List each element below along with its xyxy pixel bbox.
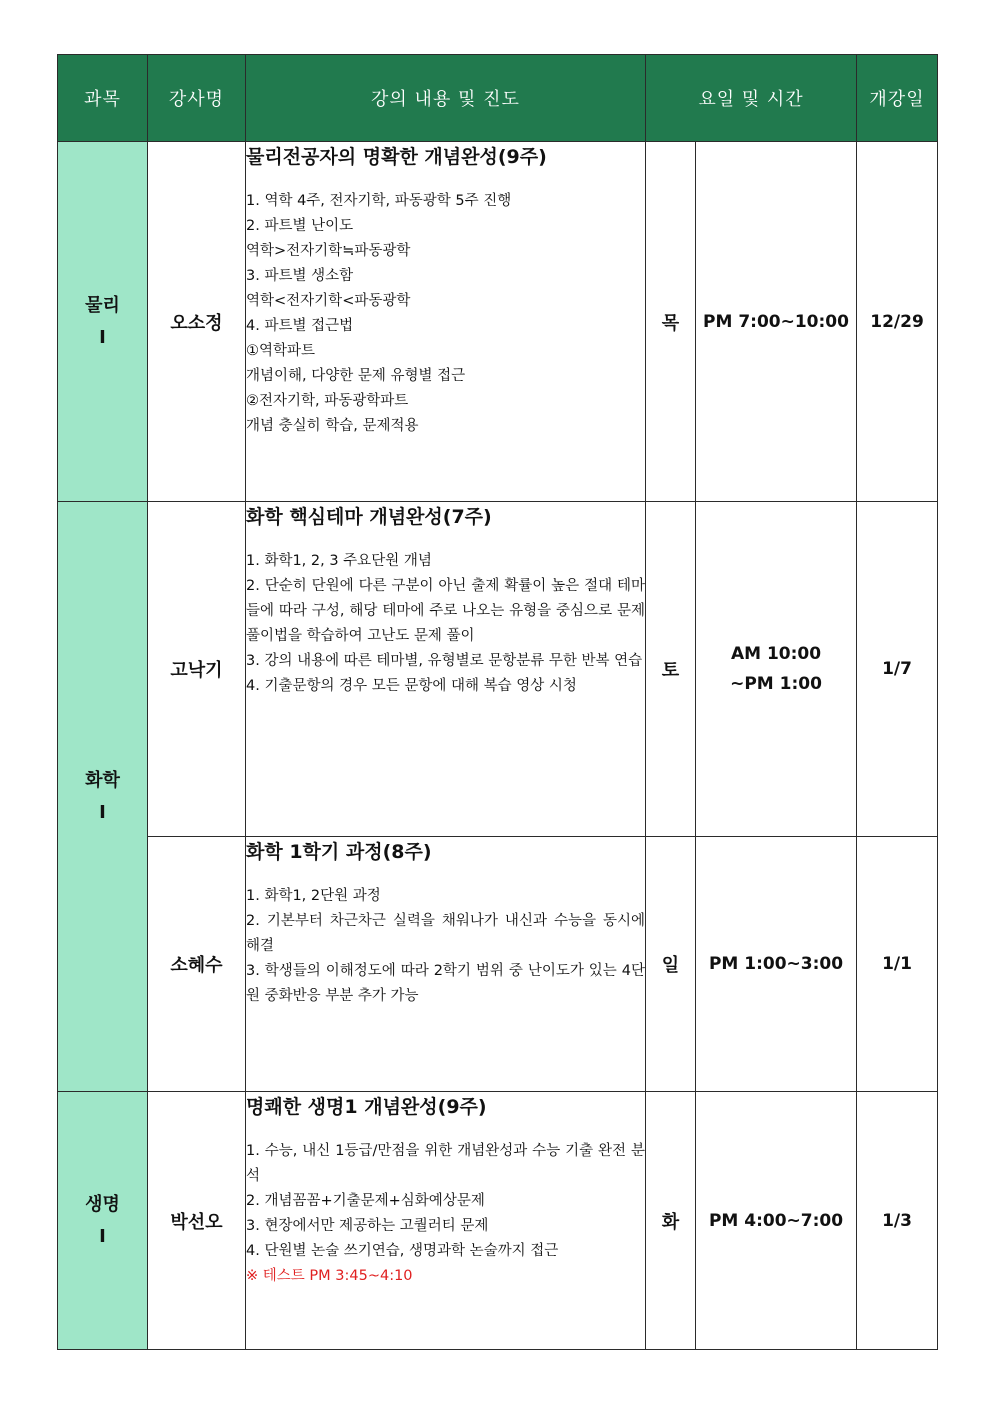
content-line: 역학<전자기학<파동광학: [246, 293, 411, 309]
content-line: ②전자기학, 파동광학파트: [246, 393, 409, 409]
content-line: 4. 기출문항의 경우 모든 문항에 대해 복습 영상 시청: [246, 678, 577, 694]
lecture-schedule-table: [57, 54, 938, 1350]
time-range: [696, 502, 857, 837]
content-line: 역학>전자기학≒파동광학: [246, 243, 411, 259]
day-of-week: 토: [646, 502, 696, 837]
header-subject: 과목: [58, 55, 148, 142]
content-line: 3. 현장에서만 제공하는 고퀄러티 문제: [246, 1218, 489, 1234]
course-content: [246, 142, 646, 502]
subject-cell: [58, 502, 148, 1092]
subject-level: Ⅰ: [99, 326, 106, 348]
subject-name: 물리: [85, 294, 120, 316]
course-title: 물리전공자의 명확한 개념완성(9주): [246, 146, 547, 168]
content-line: 개념 충실히 학습, 문제적용: [246, 418, 419, 434]
content-line: 1. 화학1, 2단원 과정: [246, 888, 381, 904]
header-instructor: 강사명: [148, 55, 246, 142]
header-start-date: 개강일: [857, 55, 938, 142]
start-date: 1/1: [857, 837, 938, 1092]
instructor-name: 고낙기: [148, 502, 246, 837]
subject-level: Ⅰ: [99, 801, 106, 823]
content-line: 2. 파트별 난이도: [246, 218, 354, 234]
time-range: [696, 1092, 857, 1350]
instructor-name: 소혜수: [148, 837, 246, 1092]
instructor-name: 오소정: [148, 142, 246, 502]
time-line: PM 7:00~10:00: [703, 311, 849, 332]
content-line: 1. 수능, 내신 1등급/만점을 위한 개념완성과 수능 기출 완전 분석: [246, 1143, 645, 1184]
subject-name: 화학: [85, 769, 120, 791]
header-row: [58, 55, 938, 142]
start-date: 1/7: [857, 502, 938, 837]
course-title: 화학 1학기 과정(8주): [246, 841, 432, 863]
course-title: 명쾌한 생명1 개념완성(9주): [246, 1096, 487, 1118]
content-line: 2. 개념꼼꼼+기출문제+심화예상문제: [246, 1193, 485, 1209]
subject-cell: [58, 1092, 148, 1350]
table-row: [58, 142, 938, 502]
content-line: 1. 역학 4주, 전자기학, 파동광학 5주 진행: [246, 193, 512, 209]
content-line: 개념이해, 다양한 문제 유형별 접근: [246, 368, 466, 384]
header-content: 강의 내용 및 진도: [246, 55, 646, 142]
time-line: AM 10:00: [730, 644, 822, 664]
test-time-note: ※ 테스트 PM 3:45~4:10: [246, 1268, 413, 1284]
course-content: [246, 837, 646, 1092]
subject-cell: [58, 142, 148, 502]
content-line: 2. 단순히 단원에 다른 구분이 아닌 출제 확률이 높은 절대 테마들에 따라 구성, 해당 테마에 주로 나오는 유형을 중심으로 문제 풀이법을 학습하여 고난도 문제 풀이: [246, 578, 645, 644]
content-line: 4. 파트별 접근법: [246, 318, 354, 334]
content-line: 2. 기본부터 차근차근 실력을 채워나가 내신과 수능을 동시에 해결: [246, 913, 645, 954]
content-line: 3. 파트별 생소함: [246, 268, 354, 284]
day-of-week: 목: [646, 142, 696, 502]
start-date: 1/3: [857, 1092, 938, 1350]
content-line: 3. 학생들의 이해정도에 따라 2학기 범위 중 난이도가 있는 4단원 중화반응 부분 추가 가능: [246, 963, 645, 1004]
time-range: [696, 837, 857, 1092]
header-schedule: 요일 및 시간: [646, 55, 857, 142]
time-line: ~PM 1:00: [730, 674, 822, 694]
content-line: ①역학파트: [246, 343, 316, 359]
subject-name: 생명: [85, 1193, 120, 1215]
content-line: 4. 단원별 논술 쓰기연습, 생명과학 논술까지 접근: [246, 1243, 559, 1259]
subject-level: Ⅰ: [99, 1225, 106, 1247]
instructor-name: 박선오: [148, 1092, 246, 1350]
start-date: 12/29: [857, 142, 938, 502]
time-line: PM 1:00~3:00: [708, 954, 844, 974]
table-row: [58, 502, 938, 837]
time-line: PM 4:00~7:00: [708, 1210, 844, 1231]
day-of-week: 일: [646, 837, 696, 1092]
table-row: [58, 837, 938, 1092]
course-title: 화학 핵심테마 개념완성(7주): [246, 506, 492, 528]
day-of-week: 화: [646, 1092, 696, 1350]
course-content: [246, 1092, 646, 1350]
content-line: 1. 화학1, 2, 3 주요단원 개념: [246, 553, 432, 569]
course-content: [246, 502, 646, 837]
content-line: 3. 강의 내용에 따른 테마별, 유형별로 문항분류 무한 반복 연습: [246, 653, 643, 669]
time-range: [696, 142, 857, 502]
table-row: [58, 1092, 938, 1350]
